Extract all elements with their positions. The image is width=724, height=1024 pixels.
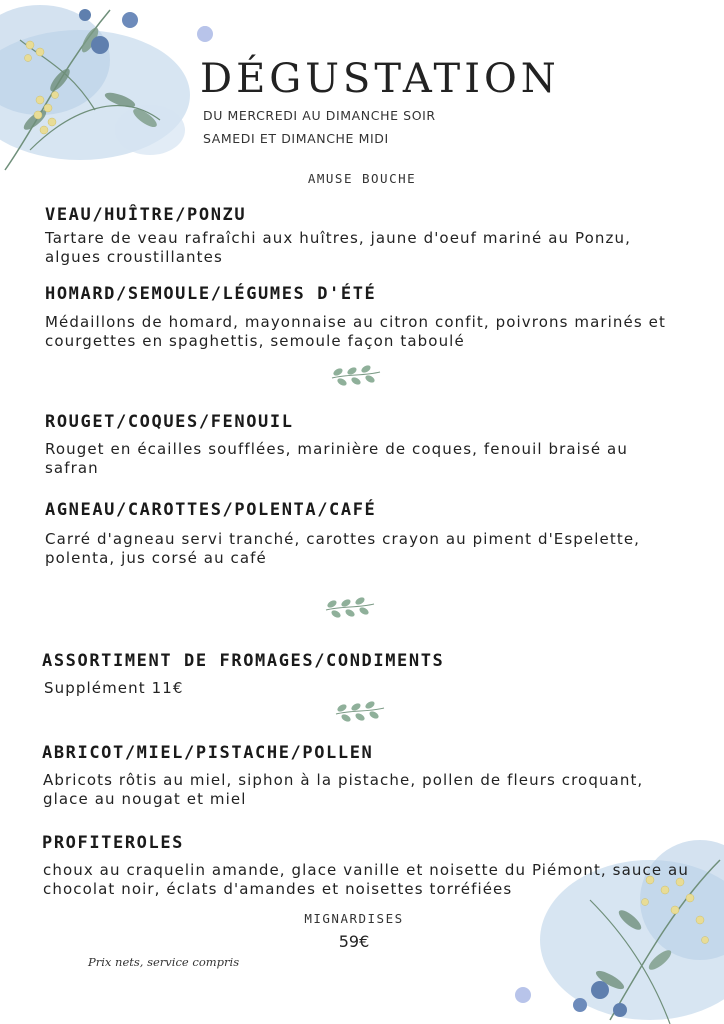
dish-description: Rouget en écailles soufflées, marinière de coques, fenouil braisé au safran xyxy=(45,440,628,477)
dish-description: Abricots rôtis au miel, siphon à la pistache, pollen de fleurs croquant, glace au nougat et miel xyxy=(43,771,644,808)
schedule-line-2: SAMEDI ET DIMANCHE MIDI xyxy=(203,131,389,146)
price-footnote: Prix nets, service compris xyxy=(88,955,240,969)
schedule-line-1: DU MERCREDI AU DIMANCHE SOIR xyxy=(203,108,436,123)
dish-description: Médaillons de homard, mayonnaise au citron confit, poivrons marinés et courgettes en spaghettis, semoule façon taboulé xyxy=(45,313,666,350)
dish-title: PROFITEROLES xyxy=(42,833,185,853)
dish-description: Tartare de veau rafraîchi aux huîtres, jaune d'oeuf mariné au Ponzu, algues croustillantes xyxy=(45,229,631,266)
dish-title: ASSORTIMENT DE FROMAGES/CONDIMENTS xyxy=(42,651,445,671)
dish-title: ABRICOT/MIEL/PISTACHE/POLLEN xyxy=(42,743,374,763)
mignardises-label: MIGNARDISES xyxy=(304,911,404,926)
amuse-bouche-label: AMUSE BOUCHE xyxy=(307,171,417,186)
menu-title: DÉGUSTATION xyxy=(200,56,560,102)
floral-decoration-top-left-icon xyxy=(0,0,215,180)
dish-title: AGNEAU/CAROTTES/POLENTA/CAFÉ xyxy=(45,500,377,520)
leaf-sprig-icon xyxy=(332,698,388,726)
decorative-dot-icon xyxy=(195,24,215,44)
dish-title: ROUGET/COQUES/FENOUIL xyxy=(45,412,294,432)
dish-description: choux au craquelin amande, glace vanille et noisette du Piémont, sauce au chocolat noir, éclats d'amandes et noisettes torréfiées xyxy=(43,861,689,898)
menu-price: 59€ xyxy=(338,932,370,951)
dish-description: Supplément 11€ xyxy=(44,679,184,697)
dish-title: VEAU/HUÎTRE/PONZU xyxy=(45,205,247,225)
leaf-sprig-icon xyxy=(322,594,378,622)
dish-title: HOMARD/SEMOULE/LÉGUMES D'ÉTÉ xyxy=(45,284,377,304)
dish-description: Carré d'agneau servi tranché, carottes crayon au piment d'Espelette, polenta, jus corsé au café xyxy=(45,530,641,567)
leaf-sprig-icon xyxy=(328,362,384,390)
